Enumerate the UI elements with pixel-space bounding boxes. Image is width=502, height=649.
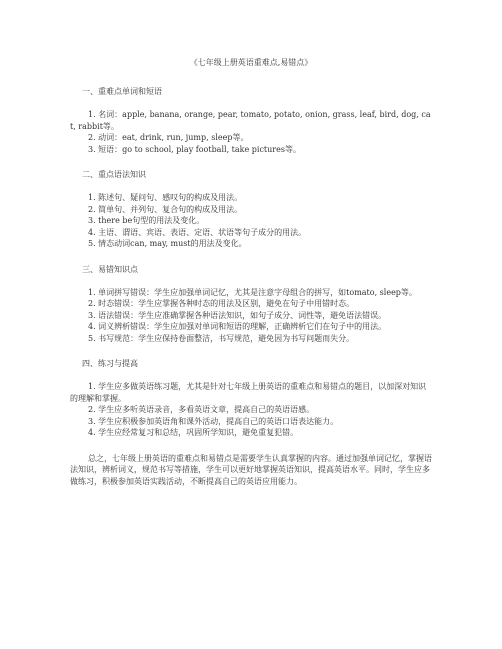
document-title: 《七年级上册英语重难点,易错点》 <box>189 58 313 67</box>
section-heading: 二、重点语法知识 <box>82 170 146 179</box>
list-item: 2. 简单句、并列句、复合句的构成及用法。 <box>88 204 243 214</box>
section-list <box>70 381 432 439</box>
list-item: 3. 语法错误：学生应准确掌握各种语法知识，如句子成分、词性等，避免语法错误。 <box>88 310 387 320</box>
list-item: 5. 书写规范：学生应保持卷面整洁，书写规范，避免因为书写问题而失分。 <box>88 333 355 343</box>
list-item: 2. 学生应多听英语录音，多看英语文章，提高自己的英语语感。 <box>88 405 315 414</box>
list-item: 1. 学生应多做英语练习题，尤其是针对七年级上册英语的重难点和易错点的题目，以加深对知识的理解和掌握。 <box>70 382 427 403</box>
list-item: 4. 学生应经常复习和总结，巩固所学知识，避免重复犯错。 <box>88 428 299 437</box>
list-item: 4. 词义辨析错误：学生应加强对单词和短语的理解，正确辨析它们在句子中的用法。 <box>88 322 387 331</box>
list-item: 3. 短语：go to school, play football, take pictures等。 <box>88 144 301 154</box>
list-item: 3. 学生应积极参加英语角和课外活动，提高自己的英语口语表达能力。 <box>88 416 339 426</box>
section-heading: 四、练习与提高 <box>82 359 138 368</box>
section-list <box>70 192 432 250</box>
list-item: 1. 单词拼写错误：学生应加强单词记忆，尤其是注意字母组合的拼写，如tomato, sleep等。 <box>88 287 417 297</box>
conclusion-paragraph: 总之，七年级上册英语的重难点和易错点是需要学生认真掌握的内容。通过加强单词记忆，掌握语法知识，辨析词义，规范书写等措施，学生可以更好地掌握英语知识，提高英语水平。同时，学生应多做练习，积极参加英语实践活动，不断提高自己的英语应用能力。 <box>70 453 432 486</box>
list-item: 3. there be句型的用法及变化。 <box>88 216 205 225</box>
list-item: 2. 动词：eat, drink, run, jump, sleep等。 <box>88 133 249 142</box>
section-heading: 三、易错知识点 <box>82 264 138 274</box>
list-item: 1. 陈述句、疑问句、感叹句的构成及用法。 <box>88 193 243 202</box>
section-heading: 一、重难点单词和短语 <box>82 87 162 96</box>
list-item: 5. 情态动词can, may, must的用法及变化。 <box>88 239 247 248</box>
list-item: 1. 名词：apple, banana, orange, pear, tomato, potato, onion, grass, leaf, bird, dog, cat, rabbit等。 <box>70 110 431 131</box>
section-list <box>70 109 432 155</box>
list-item: 2. 时态错误：学生应掌握各种时态的用法及区别，避免在句子中用错时态。 <box>88 299 355 308</box>
section-list <box>70 287 432 345</box>
list-item: 4. 主语、谓语、宾语、表语、定语、状语等句子成分的用法。 <box>88 227 307 237</box>
